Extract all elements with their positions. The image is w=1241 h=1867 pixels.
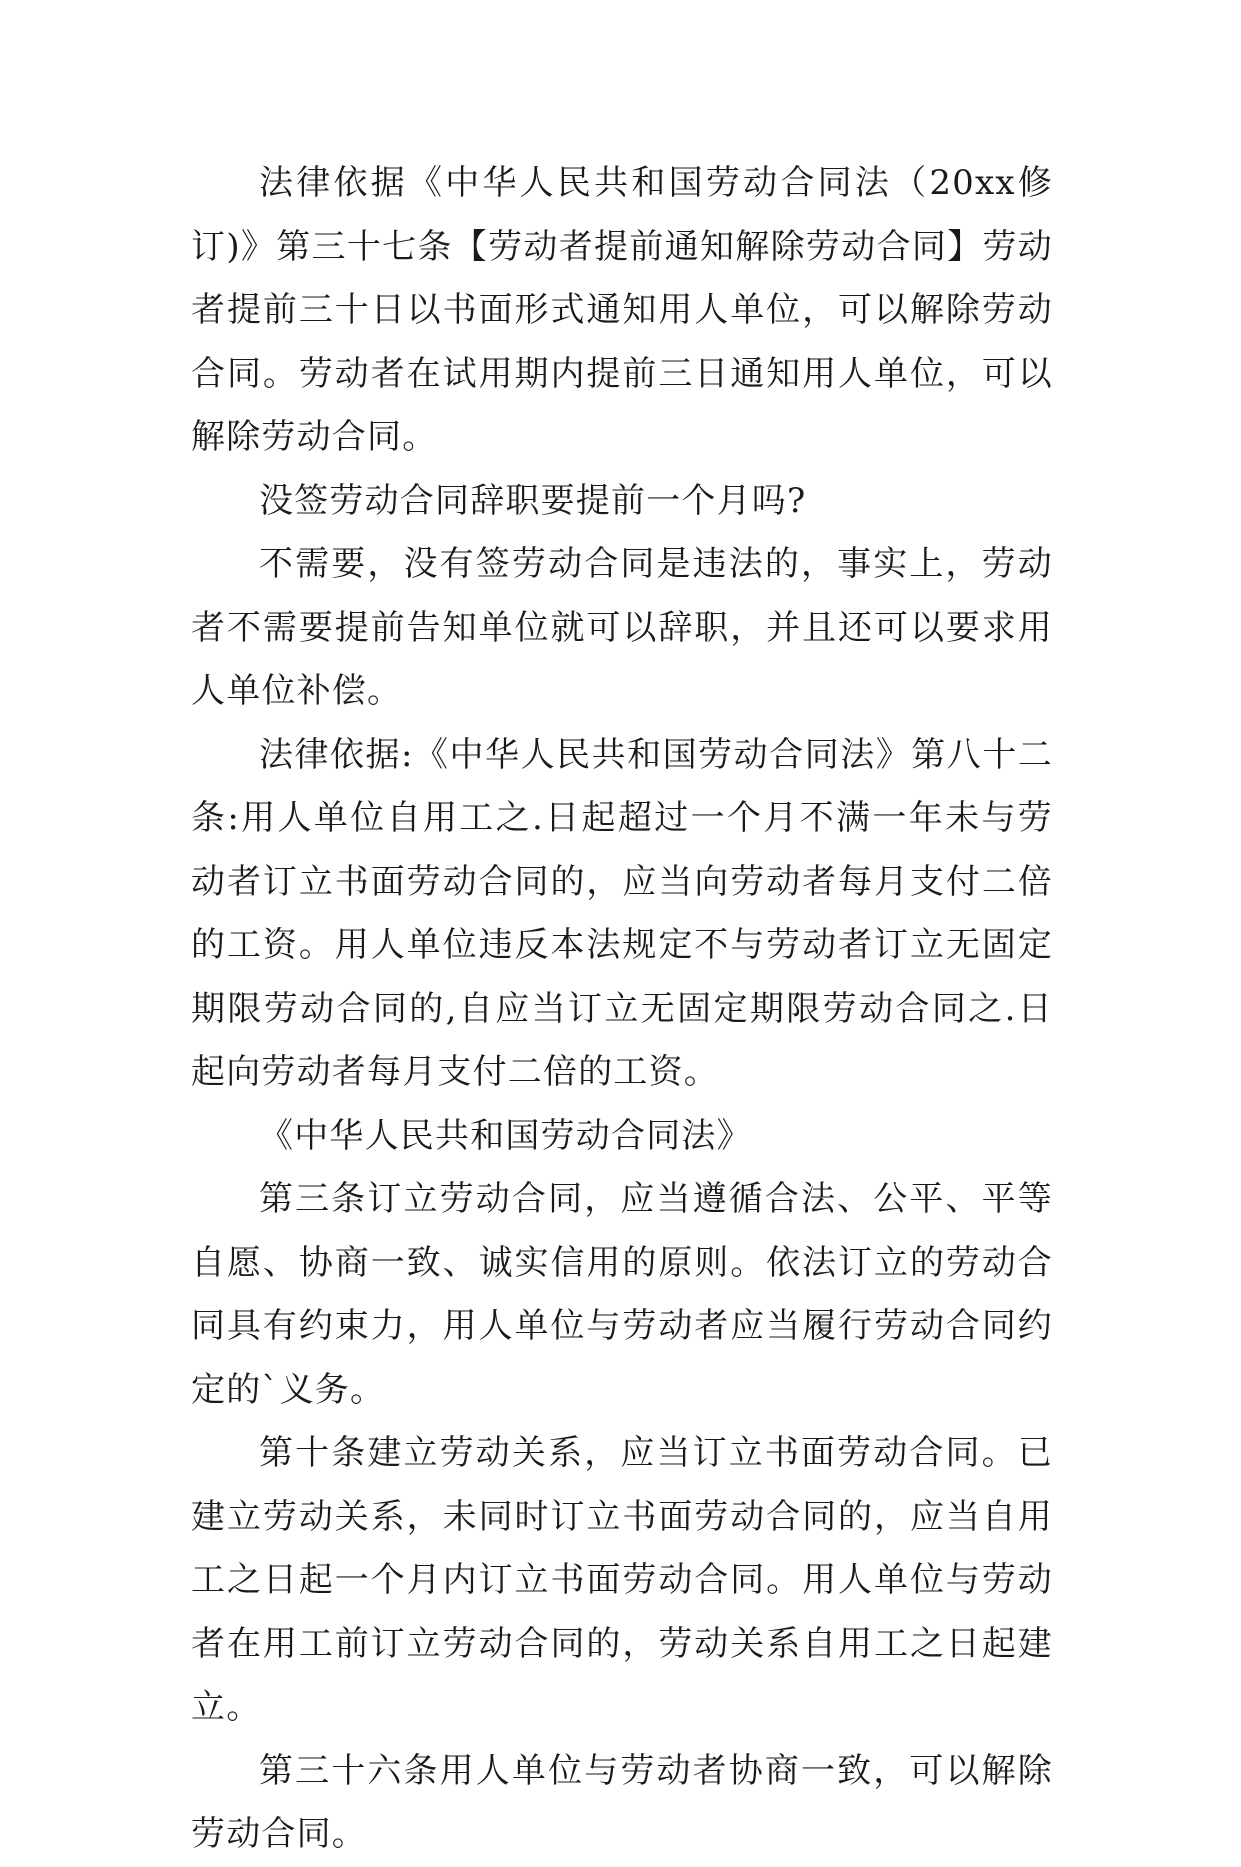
paragraph-question: 没签劳动合同辞职要提前一个月吗? bbox=[259, 480, 807, 521]
paragraph-legal-basis-article-37: 法律依据《中华人民共和国劳动合同法（20xx修订)》第三十七条【劳动者提前通知解除劳动合同】劳动者提前三十日以书面形式通知用人单位，可以解除劳动合同。劳动者在试用期内提前三日通知用人单位，可以解除劳动合同。 bbox=[191, 163, 1053, 457]
paragraph-article-10: 第十条建立劳动关系，应当订立书面劳动合同。已建立劳动关系，未同时订立书面劳动合同的，应当自用工之日起一个月内订立书面劳动合同。用人单位与劳动者在用工前订立劳动合同的，劳动关系自用工之日起建立。 bbox=[191, 1433, 1053, 1727]
paragraph-legal-basis-article-82: 法律依据:《中华人民共和国劳动合同法》第八十二条:用人单位自用工之.日起超过一个月不满一年未与劳动者订立书面劳动合同的，应当向劳动者每月支付二倍的工资。用人单位违反本法规定不与劳动者订立无固定期限劳动合同的,自应当订立无固定期限劳动合同之.日起向劳动者每月支付二倍的工资。 bbox=[191, 734, 1053, 1092]
paragraph-answer: 不需要，没有签劳动合同是违法的，事实上，劳动者不需要提前告知单位就可以辞职，并且还可以要求用人单位补偿。 bbox=[191, 544, 1053, 711]
document-body bbox=[191, 152, 1053, 1867]
paragraph-article-3: 第三条订立劳动合同，应当遵循合法、公平、平等自愿、协商一致、诚实信用的原则。依法订立的劳动合同具有约束力，用人单位与劳动者应当履行劳动合同约定的`义务。 bbox=[191, 1179, 1053, 1410]
paragraph-article-36: 第三十六条用人单位与劳动者协商一致，可以解除劳动合同。 bbox=[191, 1750, 1053, 1854]
paragraph-law-title: 《中华人民共和国劳动合同法》 bbox=[259, 1115, 752, 1156]
